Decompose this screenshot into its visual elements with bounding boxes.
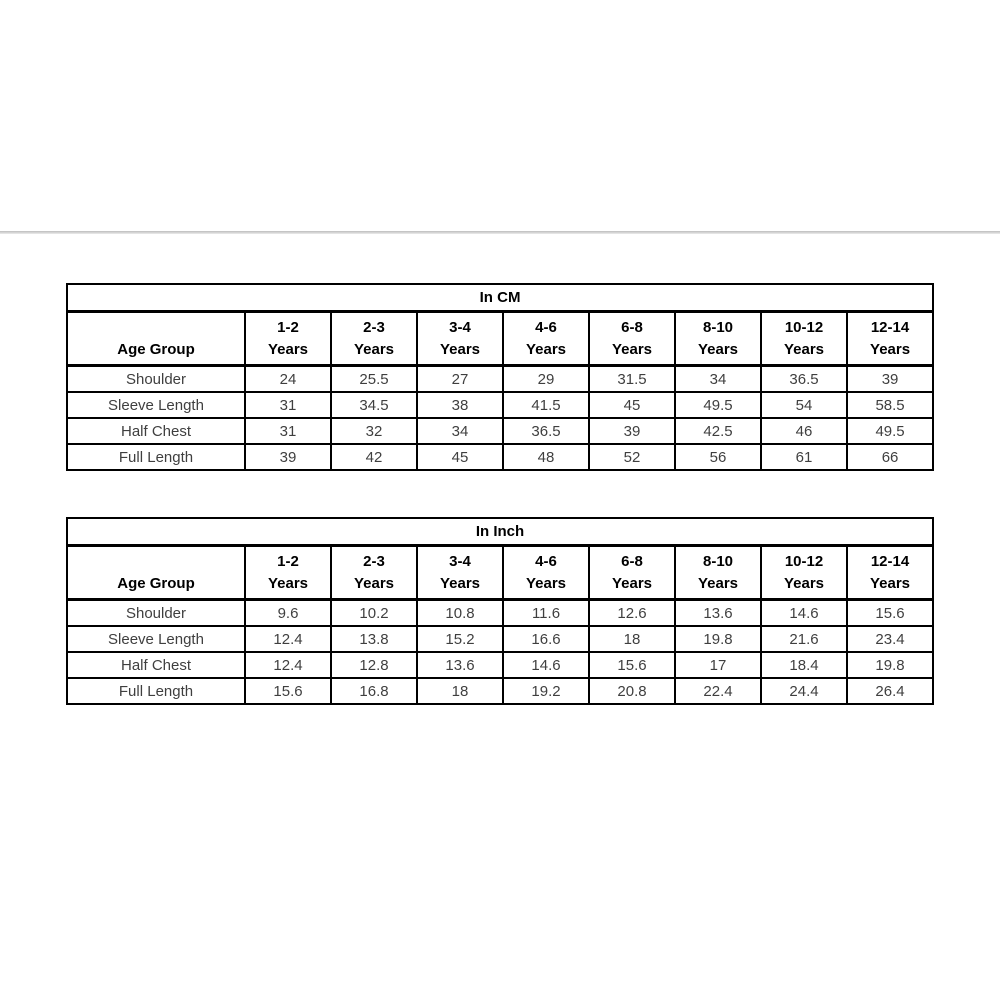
measurement-value: 32 — [331, 418, 417, 444]
age-range: 8-10 — [702, 318, 734, 336]
measurement-value: 52 — [589, 444, 675, 470]
measurement-value: 12.6 — [589, 600, 675, 627]
measurement-value: 15.6 — [245, 678, 331, 704]
measurement-value: 24.4 — [761, 678, 847, 704]
age-unit: Years — [611, 574, 653, 592]
measurement-value: 54 — [761, 392, 847, 418]
measurement-label: Half Chest — [67, 418, 245, 444]
measurement-value: 24 — [245, 366, 331, 393]
measurement-label: Sleeve Length — [67, 626, 245, 652]
age-range: 2-3 — [363, 318, 385, 336]
table-row — [67, 444, 933, 470]
measurement-value: 34 — [417, 418, 503, 444]
measurement-value: 41.5 — [503, 392, 589, 418]
measurement-value: 56 — [675, 444, 761, 470]
measurement-value: 66 — [847, 444, 933, 470]
measurement-value: 12.4 — [245, 626, 331, 652]
measurement-label: Full Length — [67, 678, 245, 704]
age-column-header — [675, 546, 761, 600]
age-group-header: Age Group — [67, 312, 245, 366]
measurement-value: 61 — [761, 444, 847, 470]
measurement-value: 16.8 — [331, 678, 417, 704]
age-column-header — [675, 312, 761, 366]
age-unit: Years — [439, 574, 481, 592]
table-row — [67, 600, 933, 627]
age-range: 12-14 — [870, 318, 910, 336]
age-range: 6-8 — [621, 552, 643, 570]
age-range: 1-2 — [277, 318, 299, 336]
measurement-value: 26.4 — [847, 678, 933, 704]
size-charts — [66, 283, 932, 705]
measurement-label: Shoulder — [67, 600, 245, 627]
measurement-value: 21.6 — [761, 626, 847, 652]
age-unit: Years — [697, 574, 739, 592]
age-column-header — [417, 546, 503, 600]
measurement-value: 17 — [675, 652, 761, 678]
age-unit: Years — [439, 340, 481, 358]
table-row — [67, 652, 933, 678]
table-row — [67, 678, 933, 704]
measurement-value: 14.6 — [503, 652, 589, 678]
age-unit: Years — [783, 340, 825, 358]
measurement-value: 19.2 — [503, 678, 589, 704]
measurement-value: 13.6 — [675, 600, 761, 627]
age-unit: Years — [870, 340, 911, 358]
table-row — [67, 366, 933, 393]
measurement-value: 14.6 — [761, 600, 847, 627]
measurement-value: 31 — [245, 392, 331, 418]
measurement-value: 16.6 — [503, 626, 589, 652]
measurement-value: 34 — [675, 366, 761, 393]
age-range: 10-12 — [784, 318, 824, 336]
age-range: 8-10 — [702, 552, 734, 570]
measurement-value: 12.4 — [245, 652, 331, 678]
measurement-value: 39 — [245, 444, 331, 470]
table-row — [67, 626, 933, 652]
measurement-value: 42.5 — [675, 418, 761, 444]
age-range: 10-12 — [784, 552, 824, 570]
measurement-value: 25.5 — [331, 366, 417, 393]
measurement-value: 49.5 — [675, 392, 761, 418]
age-unit: Years — [353, 574, 395, 592]
age-column-header — [761, 546, 847, 600]
age-unit: Years — [783, 574, 825, 592]
age-range: 4-6 — [535, 552, 557, 570]
age-range: 2-3 — [363, 552, 385, 570]
age-column-header — [245, 546, 331, 600]
measurement-value: 42 — [331, 444, 417, 470]
measurement-value: 45 — [589, 392, 675, 418]
age-range: 1-2 — [277, 552, 299, 570]
measurement-value: 15.6 — [847, 600, 933, 627]
age-column-header — [847, 312, 933, 366]
age-column-header — [331, 546, 417, 600]
age-column-header — [847, 546, 933, 600]
measurement-value: 15.6 — [589, 652, 675, 678]
measurement-value: 13.6 — [417, 652, 503, 678]
measurement-value: 39 — [847, 366, 933, 393]
age-unit: Years — [525, 574, 567, 592]
age-column-header — [589, 312, 675, 366]
age-column-header — [245, 312, 331, 366]
measurement-value: 31.5 — [589, 366, 675, 393]
measurement-value: 46 — [761, 418, 847, 444]
measurement-value: 15.2 — [417, 626, 503, 652]
measurement-value: 31 — [245, 418, 331, 444]
measurement-value: 13.8 — [331, 626, 417, 652]
age-unit: Years — [267, 340, 309, 358]
age-column-header — [417, 312, 503, 366]
age-unit: Years — [267, 574, 309, 592]
measurement-label: Full Length — [67, 444, 245, 470]
measurement-value: 18 — [589, 626, 675, 652]
measurement-value: 18 — [417, 678, 503, 704]
age-unit: Years — [525, 340, 567, 358]
age-range: 6-8 — [621, 318, 643, 336]
measurement-value: 34.5 — [331, 392, 417, 418]
measurement-value: 45 — [417, 444, 503, 470]
age-unit: Years — [697, 340, 739, 358]
age-range: 4-6 — [535, 318, 557, 336]
measurement-value: 19.8 — [675, 626, 761, 652]
table-row — [67, 392, 933, 418]
age-unit: Years — [611, 340, 653, 358]
measurement-value: 38 — [417, 392, 503, 418]
size-table-inch — [66, 517, 934, 705]
measurement-value: 10.8 — [417, 600, 503, 627]
measurement-value: 49.5 — [847, 418, 933, 444]
measurement-value: 9.6 — [245, 600, 331, 627]
measurement-value: 23.4 — [847, 626, 933, 652]
age-column-header — [589, 546, 675, 600]
measurement-value: 20.8 — [589, 678, 675, 704]
measurement-value: 10.2 — [331, 600, 417, 627]
measurement-value: 19.8 — [847, 652, 933, 678]
age-range: 3-4 — [449, 318, 471, 336]
table-row — [67, 418, 933, 444]
measurement-label: Shoulder — [67, 366, 245, 393]
measurement-value: 29 — [503, 366, 589, 393]
measurement-label: Half Chest — [67, 652, 245, 678]
measurement-value: 58.5 — [847, 392, 933, 418]
table-title: In Inch — [67, 518, 933, 546]
measurement-value: 18.4 — [761, 652, 847, 678]
age-unit: Years — [353, 340, 395, 358]
measurement-label: Sleeve Length — [67, 392, 245, 418]
age-range: 3-4 — [449, 552, 471, 570]
age-column-header — [331, 312, 417, 366]
age-column-header — [761, 312, 847, 366]
measurement-value: 27 — [417, 366, 503, 393]
measurement-value: 11.6 — [503, 600, 589, 627]
age-column-header — [503, 312, 589, 366]
horizontal-divider — [0, 231, 1000, 234]
table-title: In CM — [67, 284, 933, 312]
age-group-header: Age Group — [67, 546, 245, 600]
measurement-value: 36.5 — [761, 366, 847, 393]
age-unit: Years — [869, 574, 911, 592]
measurement-value: 12.8 — [331, 652, 417, 678]
age-column-header — [503, 546, 589, 600]
age-range: 12-14 — [870, 552, 910, 570]
measurement-value: 36.5 — [503, 418, 589, 444]
size-table-cm — [66, 283, 934, 471]
measurement-value: 48 — [503, 444, 589, 470]
measurement-value: 39 — [589, 418, 675, 444]
measurement-value: 22.4 — [675, 678, 761, 704]
